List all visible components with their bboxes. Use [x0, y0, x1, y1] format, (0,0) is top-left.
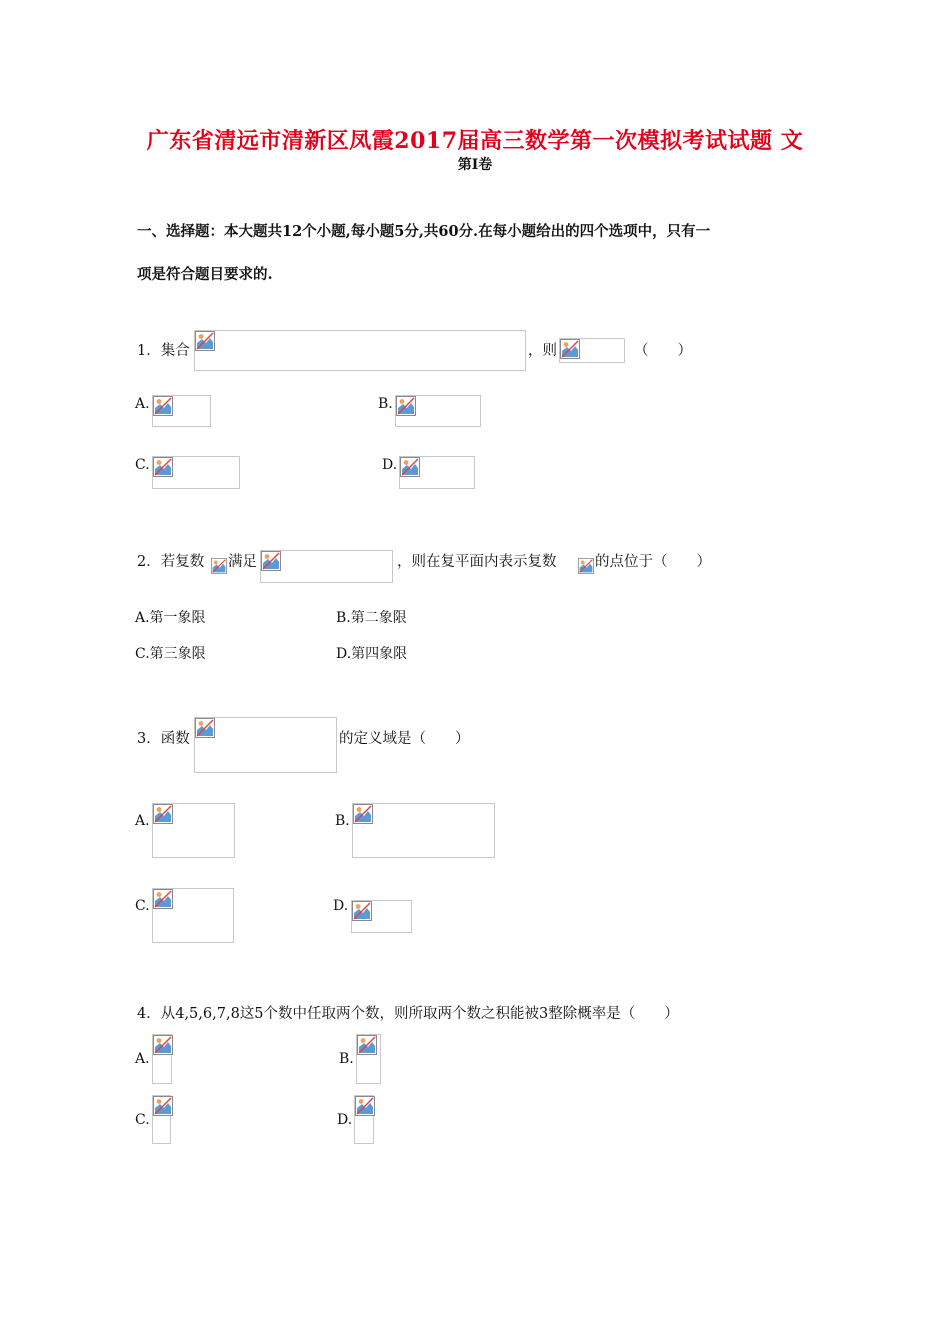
q2-option-b: B.第二象限 — [336, 610, 407, 626]
q2-variable-z — [211, 558, 227, 575]
q3-domain-text: 的定义域是（ ） — [339, 731, 470, 747]
q2-variable-z-2 — [578, 558, 594, 575]
q4-option-a-formula — [152, 1034, 172, 1084]
q1-set-formula — [194, 330, 526, 371]
q2-complex-plane-text: ，则在复平面内表示复数 — [397, 554, 557, 570]
q4-option-c-formula — [152, 1095, 171, 1144]
q3-option-b-formula — [352, 803, 495, 858]
q4-option-d-formula — [354, 1095, 374, 1144]
broken-image-icon — [211, 558, 227, 574]
document-subtitle: 第Ⅰ卷 — [457, 157, 493, 173]
q2-prefix: 2．若复数 — [137, 554, 205, 570]
q1-expression-formula — [559, 338, 625, 363]
q4-option-d-label: D. — [337, 1112, 353, 1128]
broken-image-icon — [153, 1035, 173, 1055]
q1-option-c-formula — [152, 456, 240, 489]
broken-image-icon — [560, 339, 580, 359]
q1-then: ，则 — [528, 343, 557, 359]
broken-image-icon — [261, 551, 281, 571]
q3-prefix: 3．函数 — [137, 731, 190, 747]
q1-option-b-formula — [395, 395, 481, 427]
broken-image-icon — [153, 1096, 173, 1116]
broken-image-icon — [195, 718, 215, 738]
q4-option-b-label: B. — [339, 1051, 354, 1067]
q1-answer-paren: （ ） — [634, 343, 692, 359]
q3-option-c-formula — [152, 888, 234, 943]
q1-option-d-formula — [399, 456, 475, 489]
broken-image-icon — [195, 331, 215, 351]
broken-image-icon — [153, 889, 173, 909]
q2-equation-formula — [260, 550, 393, 583]
broken-image-icon — [153, 804, 173, 824]
q3-option-b-label: B. — [335, 813, 350, 829]
q3-option-a-formula — [152, 803, 235, 858]
broken-image-icon — [355, 1096, 375, 1116]
q4-option-c-label: C. — [135, 1112, 150, 1128]
q1-option-a-formula — [152, 395, 211, 427]
q2-point-location: 的点位于（ ） — [595, 554, 711, 570]
broken-image-icon — [357, 1035, 377, 1055]
broken-image-icon — [153, 396, 173, 416]
broken-image-icon — [396, 396, 416, 416]
q3-option-a-label: A. — [135, 813, 150, 829]
q4-text: 4．从4,5,6,7,8这5个数中任取两个数，则所取两个数之积能被3整除概率是（ ） — [137, 1006, 679, 1022]
section-instructions-line2: 项是符合题目要求的. — [137, 266, 273, 283]
broken-image-icon — [578, 558, 594, 574]
q2-option-d: D.第四象限 — [336, 646, 408, 662]
broken-image-icon — [153, 457, 173, 477]
q1-prefix: 1．集合 — [137, 343, 190, 359]
q2-satisfies: 满足 — [228, 554, 257, 570]
document-title: 广东省清远市清新区凤霞2017届高三数学第一次模拟考试试题 文 — [146, 128, 804, 154]
q3-option-d-label: D. — [333, 898, 349, 914]
q1-option-b-label: B. — [378, 396, 393, 412]
q3-function-formula — [194, 717, 337, 773]
q2-option-c: C.第三象限 — [135, 646, 206, 662]
broken-image-icon — [352, 901, 372, 921]
broken-image-icon — [353, 804, 373, 824]
q4-option-a-label: A. — [135, 1051, 150, 1067]
q1-option-c-label: C. — [135, 457, 150, 473]
q4-option-b-formula — [356, 1034, 381, 1084]
broken-image-icon — [400, 457, 420, 477]
q3-option-d-formula — [351, 900, 412, 933]
q2-option-a: A.第一象限 — [135, 610, 206, 626]
q3-option-c-label: C. — [135, 898, 150, 914]
q1-option-a-label: A. — [135, 396, 150, 412]
section-instructions-line1: 一、选择题：本大题共12个小题,每小题5分,共60分.在每小题给出的四个选项中，只有一 — [137, 223, 711, 240]
q1-option-d-label: D. — [382, 457, 398, 473]
